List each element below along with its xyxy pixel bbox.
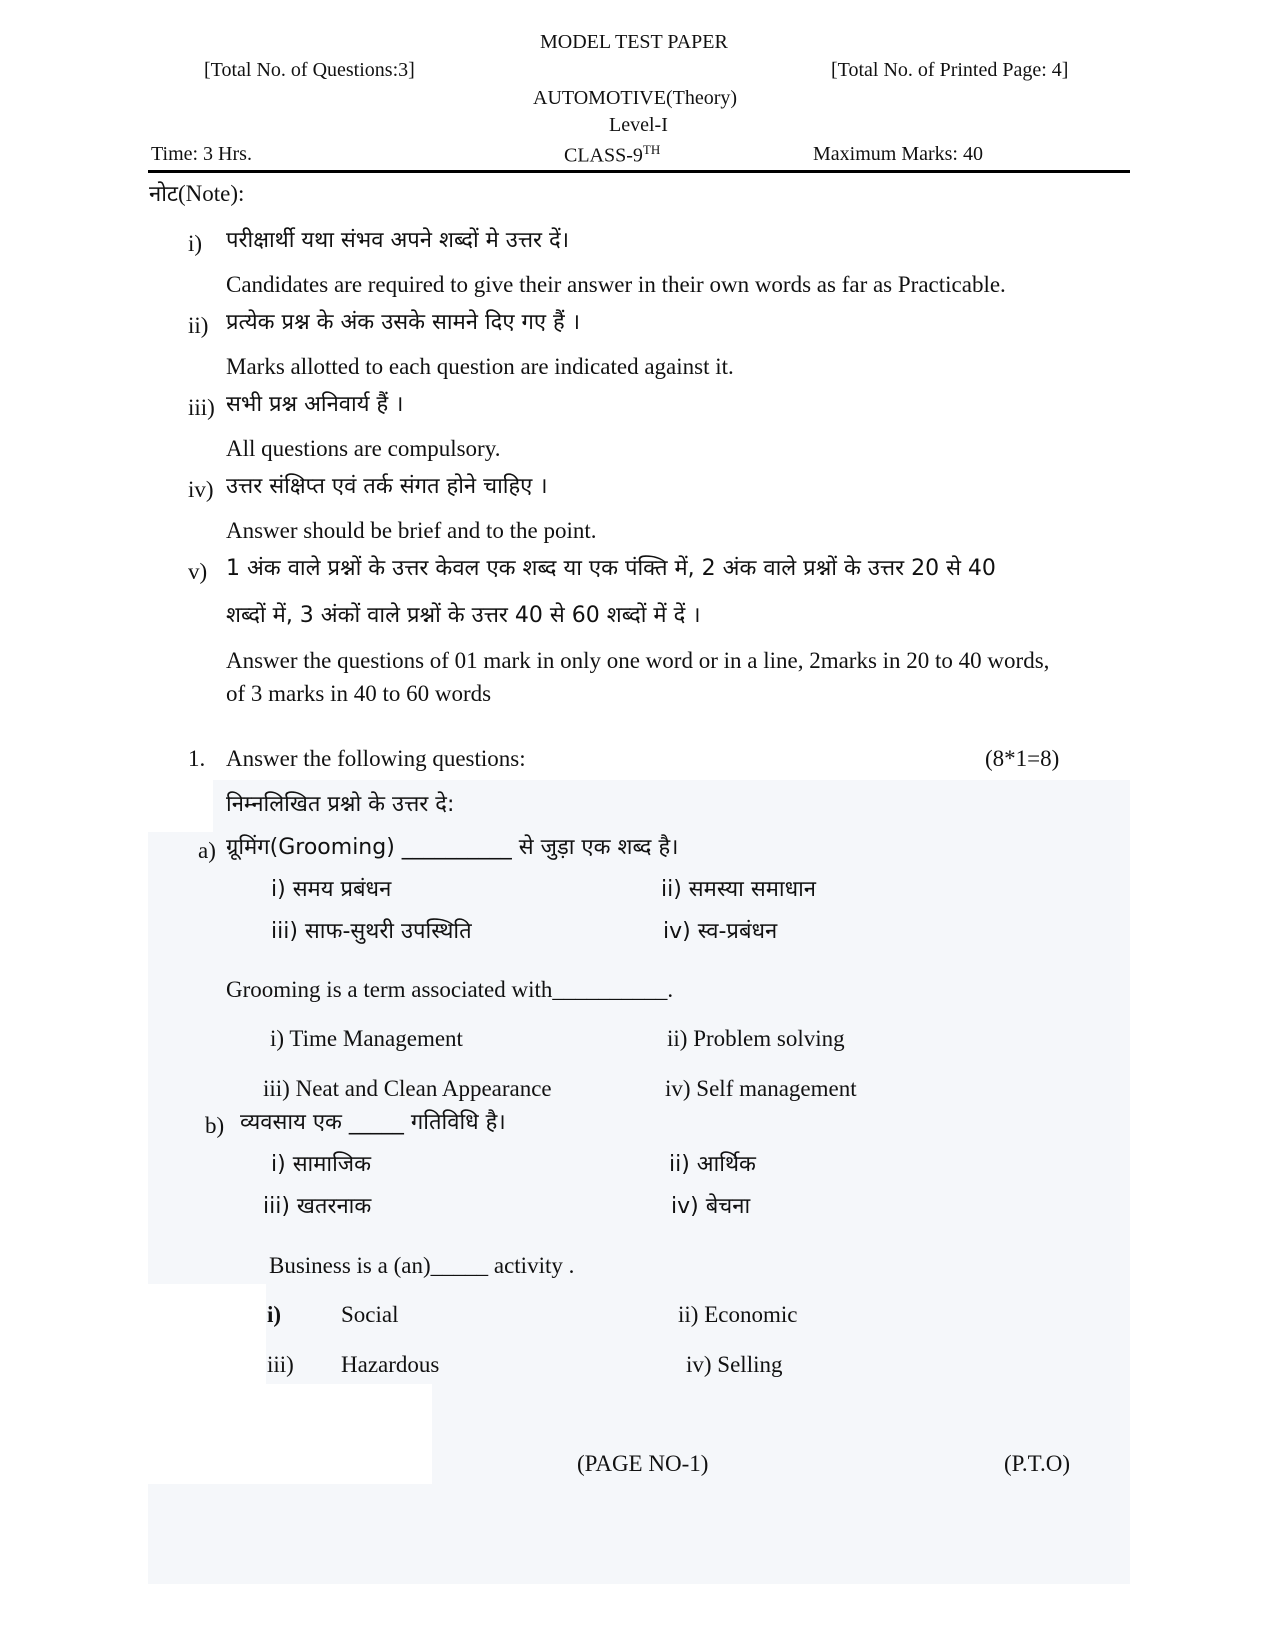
note-item-5-english-line1: Answer the questions of 01 mark in only one word or in a line, 2marks in 20 to 40 words, [226,648,1050,673]
question-1b-hindi: व्यवसाय एक _____ गतिविधि है। [240,1110,506,1135]
question-1a-option-3: iii) Neat and Clean Appearance [263,1076,552,1101]
question-1b-option-3: Hazardous [341,1352,440,1377]
question-1a-english: Grooming is a term associated with__________. [226,977,674,1002]
question-1b-option-1: Social [341,1302,399,1327]
note-item-4-hindi: उत्तर संक्षिप्त एवं तर्क संगत होने चाहिए । [226,474,548,499]
note-item-5-hindi-line2: शब्दों में, 3 अंकों वाले प्रश्नों के उत्तर 40 से 60 शब्दों में दें । [226,603,701,628]
question-1b-english: Business is a (an)_____ activity . [269,1253,575,1278]
note-title-hi: नोट [149,182,178,207]
subject: AUTOMOTIVE(Theory) [533,87,738,109]
level: Level-I [609,114,668,136]
note-item-1-hindi: परीक्षार्थी यथा संभव अपने शब्दों मे उत्तर दें। [226,228,570,253]
note-item-5-hindi-line1: 1 अंक वाले प्रश्नों के उत्तर केवल एक शब्द या एक पंक्ति में, 2 अंक वाले प्रश्नों के उत्तर 20 से 40 [226,556,996,581]
note-item-3-number: iii) [188,395,215,420]
shaded-region-bottom [148,1484,1130,1584]
note-item-5-english-line2: of 3 marks in 40 to 60 words [226,681,492,706]
page-number: (PAGE NO-1) [577,1451,709,1476]
question-1a-option-4-hindi: iv) स्व-प्रबंधन [663,919,778,944]
maximum-marks: Maximum Marks: 40 [813,143,983,165]
question-1b-option-4-hindi: iv) बेचना [671,1194,751,1219]
note-item-2-hindi: प्रत्येक प्रश्न के अंक उसके सामने दिए गए हैं । [226,310,581,335]
question-1a-option-2-hindi: ii) समस्या समाधान [661,877,817,902]
question-1-text: Answer the following questions: [226,746,526,771]
time: Time: 3 Hrs. [151,143,252,165]
question-1a-hindi: ग्रूमिंग(Grooming) __________ से जुड़ा एक शब्द है। [226,835,679,860]
note-title [149,180,244,208]
note-item-2-number: ii) [188,313,209,338]
note-item-1-english: Candidates are required to give their answer in their own words as far as Practicable. [226,272,1006,297]
question-1b-option-1-number-bold: i) [267,1302,282,1327]
note-item-2-english: Marks allotted to each question are indicated against it. [226,354,734,379]
note-item-4-number: iv) [188,477,214,502]
question-1-marks: (8*1=8) [985,746,1060,771]
question-1a-option-1-hindi: i) समय प्रबंधन [271,877,392,902]
question-1b-option-2-hindi: ii) आर्थिक [669,1152,756,1177]
please-turn-over: (P.T.O) [1004,1451,1071,1476]
class-superscript: TH [642,142,661,157]
paper-title: MODEL TEST PAPER [540,31,728,53]
question-1a-option-2: ii) Problem solving [667,1026,845,1051]
class [564,142,660,168]
question-1a-option-4: iv) Self management [665,1076,857,1101]
note-item-4-english: Answer should be brief and to the point. [226,518,597,543]
header-rule [148,170,1130,173]
note-item-3-hindi: सभी प्रश्न अनिवार्य हैं । [226,392,404,417]
question-1b-option-4: iv) Selling [686,1352,783,1377]
question-1b-option-3-hindi: iii) खतरनाक [263,1194,372,1219]
total-printed-pages: [Total No. of Printed Page: 4] [831,59,1069,81]
question-1-number: 1. [188,746,206,771]
question-1b-option-3-number: iii) [267,1352,294,1377]
question-1a-option-1: i) Time Management [270,1026,463,1051]
note-item-5-number: v) [188,559,208,584]
question-1a-label: a) [198,838,216,863]
question-1b-label: b) [205,1113,225,1138]
total-questions: [Total No. of Questions:3] [204,59,415,81]
class-text: CLASS-9 [564,144,643,167]
question-1b-option-2: ii) Economic [678,1302,798,1327]
note-item-3-english: All questions are compulsory. [226,436,501,461]
note-title-en: (Note): [178,181,245,206]
note-item-1-number: i) [188,231,203,256]
question-1-text-hindi: निम्नलिखित प्रश्नो के उत्तर दे: [226,792,455,817]
question-1b-option-1-hindi: i) सामाजिक [271,1152,372,1177]
question-1a-option-3-hindi: iii) साफ-सुथरी उपस्थिति [271,919,472,944]
question-1b-option-1-number [267,1301,281,1329]
